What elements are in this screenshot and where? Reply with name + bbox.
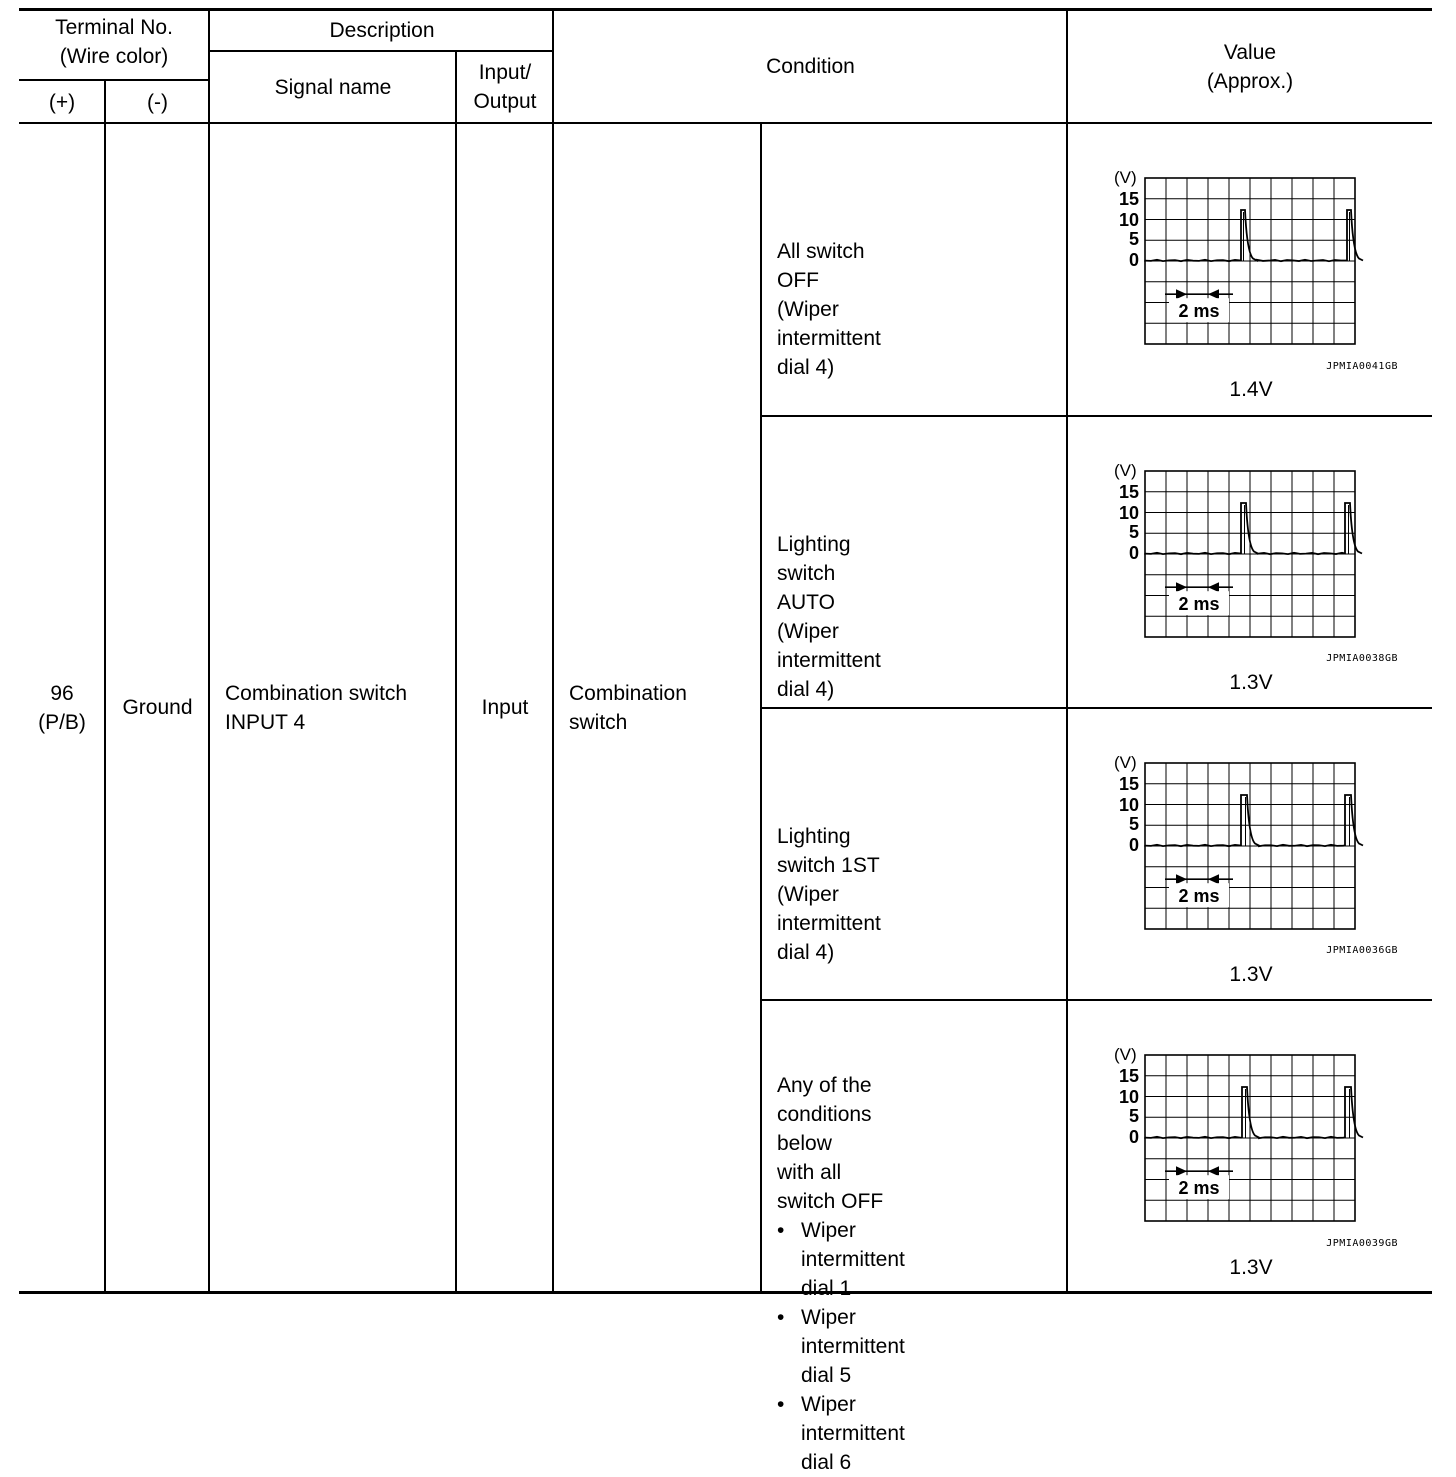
wire-color: (P/B) bbox=[38, 710, 86, 734]
condition-4-bullet-1: Wiper intermittent dial 1 bbox=[801, 1219, 905, 1300]
y-tick-label: 10 bbox=[1118, 795, 1139, 815]
waveform-trace bbox=[1145, 1087, 1363, 1138]
header-terminal-no-label: Terminal No. bbox=[55, 16, 173, 39]
condition-text-4 bbox=[777, 1071, 905, 1477]
header-signal-name bbox=[210, 52, 456, 122]
y-tick-label: 15 bbox=[1118, 774, 1139, 794]
condition-group-cell bbox=[569, 124, 759, 1291]
y-tick-label: 0 bbox=[1128, 835, 1139, 855]
unit-label: (V) bbox=[1114, 168, 1137, 187]
y-tick-label: 10 bbox=[1118, 503, 1139, 523]
col-rule-condition-detail bbox=[760, 123, 762, 1292]
y-tick-label: 0 bbox=[1128, 543, 1139, 563]
row-rule-2 bbox=[761, 707, 1432, 709]
bullet-dot: • bbox=[777, 1393, 785, 1416]
y-tick-label: 0 bbox=[1128, 250, 1139, 270]
waveform-trace bbox=[1145, 503, 1362, 554]
unit-label: (V) bbox=[1114, 1045, 1137, 1064]
value-2: 1.3V bbox=[1229, 671, 1273, 694]
condition-4-bullet bbox=[777, 1216, 905, 1303]
header-plus bbox=[19, 82, 105, 122]
row-rule-3 bbox=[761, 999, 1432, 1001]
io-cell bbox=[457, 124, 553, 1291]
condition-group-line-2: switch bbox=[569, 710, 628, 734]
header-terminal-no bbox=[19, 12, 209, 72]
y-tick-label: 5 bbox=[1128, 814, 1139, 834]
signal-name-cell bbox=[225, 124, 455, 1291]
header-condition-label: Condition bbox=[766, 55, 855, 78]
figure-id-4: JPMIA0039GB bbox=[1326, 1238, 1398, 1249]
time-division-label: 2 ms bbox=[1178, 301, 1220, 322]
condition-3-line-1: Lighting switch 1ST bbox=[777, 825, 880, 877]
time-division-label: 2 ms bbox=[1178, 1178, 1220, 1199]
unit-label: (V) bbox=[1114, 753, 1137, 772]
y-tick-label: 10 bbox=[1118, 1087, 1139, 1107]
bullet-dot: • bbox=[777, 1219, 785, 1242]
condition-4-bullet bbox=[777, 1390, 905, 1477]
condition-group-line-1: Combination bbox=[569, 681, 687, 705]
terminal-number: 96 bbox=[50, 681, 74, 705]
header-description bbox=[210, 11, 554, 49]
unit-label: (V) bbox=[1114, 461, 1137, 480]
condition-4-line-1: Any of the conditions below bbox=[777, 1074, 872, 1155]
value-3: 1.3V bbox=[1229, 963, 1273, 986]
terminal-plus-cell bbox=[19, 124, 105, 1291]
row-rule-1 bbox=[761, 415, 1432, 417]
bullet-dot: • bbox=[777, 1306, 785, 1329]
condition-4-bullet-2: Wiper intermittent dial 5 bbox=[801, 1306, 905, 1387]
condition-2-line-2: (Wiper intermittent dial 4) bbox=[777, 620, 881, 701]
signal-name-line-2: INPUT 4 bbox=[225, 710, 306, 734]
io-value: Input bbox=[481, 696, 529, 719]
terminal-minus-value: Ground bbox=[122, 696, 193, 719]
value-1: 1.4V bbox=[1229, 378, 1273, 401]
y-tick-label: 5 bbox=[1128, 229, 1139, 249]
header-input-label: Input/ bbox=[478, 61, 532, 84]
condition-4-bullet bbox=[777, 1303, 905, 1390]
figure-id-2: JPMIA0038GB bbox=[1326, 653, 1398, 664]
condition-text-3 bbox=[777, 822, 881, 967]
signal-name-line-1: Combination switch bbox=[225, 681, 408, 705]
header-wire-color-label: (Wire color) bbox=[59, 45, 169, 68]
header-rule-terminal bbox=[19, 79, 209, 81]
y-tick-label: 5 bbox=[1128, 522, 1139, 542]
header-condition bbox=[554, 11, 1067, 122]
condition-text-2 bbox=[777, 530, 881, 704]
header-value bbox=[1068, 11, 1432, 122]
y-tick-label: 0 bbox=[1128, 1127, 1139, 1147]
condition-4-line-2: with all switch OFF bbox=[777, 1161, 884, 1213]
condition-4-bullet-3: Wiper intermittent dial 6 bbox=[801, 1393, 905, 1474]
y-tick-label: 5 bbox=[1128, 1106, 1139, 1126]
header-plus-label: (+) bbox=[48, 90, 76, 114]
header-minus bbox=[106, 82, 209, 122]
header-output-label: Output bbox=[473, 90, 537, 113]
condition-1-line-2: (Wiper intermittent dial 4) bbox=[777, 298, 881, 379]
col-rule-value bbox=[1066, 9, 1068, 1292]
waveform-trace bbox=[1145, 210, 1363, 261]
condition-2-line-1: Lighting switch AUTO bbox=[777, 533, 851, 614]
header-input-output bbox=[457, 52, 553, 122]
condition-3-line-2: (Wiper intermittent dial 4) bbox=[777, 883, 881, 964]
table-bottom-rule bbox=[19, 1291, 1432, 1294]
condition-1-line-1: All switch OFF bbox=[777, 240, 865, 292]
y-tick-label: 15 bbox=[1118, 482, 1139, 502]
header-approx-label: (Approx.) bbox=[1206, 69, 1294, 93]
header-signal-name-label: Signal name bbox=[274, 75, 392, 99]
value-4: 1.3V bbox=[1229, 1256, 1273, 1279]
condition-text-1 bbox=[777, 237, 881, 382]
header-value-label: Value bbox=[1223, 40, 1277, 64]
header-minus-label: (-) bbox=[147, 90, 168, 114]
figure-id-1: JPMIA0041GB bbox=[1326, 361, 1398, 372]
figure-id-3: JPMIA0036GB bbox=[1326, 945, 1398, 956]
time-division-label: 2 ms bbox=[1178, 594, 1220, 615]
time-division-label: 2 ms bbox=[1178, 886, 1220, 907]
y-tick-label: 10 bbox=[1118, 210, 1139, 230]
waveform-trace bbox=[1145, 795, 1363, 846]
y-tick-label: 15 bbox=[1118, 1066, 1139, 1086]
terminal-minus-cell bbox=[106, 124, 209, 1291]
y-tick-label: 15 bbox=[1118, 189, 1139, 209]
header-description-label: Description bbox=[329, 18, 435, 42]
